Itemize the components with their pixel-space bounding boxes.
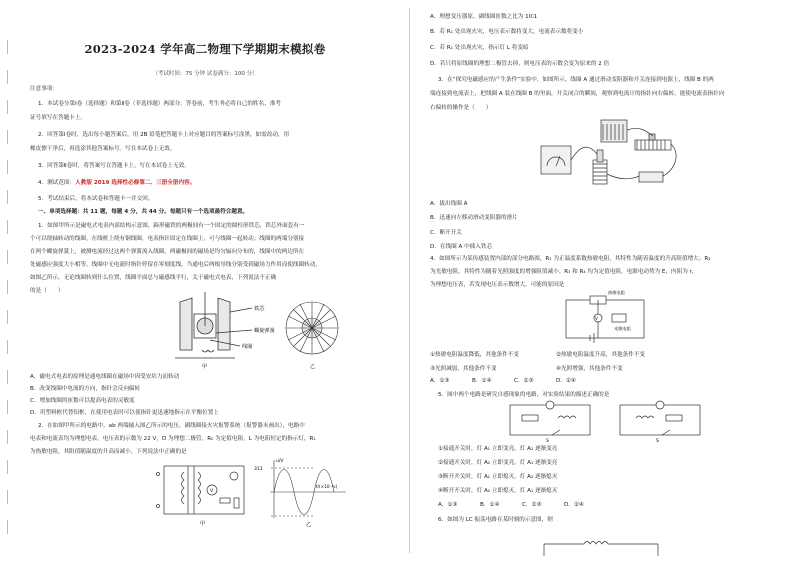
question-line: 为光敏电阻，其特性为随着光照强度的增强阻值减小；R₃ 和 R₄ 均为定值电阻，电源电动势为 E，内阻为 r，: [430, 269, 698, 275]
question-line: 如图乙所示，无论线圈转到什么位置，线圈平面总与磁感线平行，关于磁电式电表，下列说法不正确: [30, 275, 277, 281]
label-coil: 线圈: [242, 344, 253, 350]
option: C．若 R₁ 处出现火灾，指示灯 L 将变暗: [430, 45, 529, 51]
note-line: 橡皮擦干净后，再选涂其他答案标号。写在本试卷上无效。: [30, 146, 176, 152]
option: B．迅速向左移动滑动变阻器的滑片: [430, 215, 518, 221]
option: B．改变线圈中电流的方向，指针会反向偏转: [30, 386, 141, 392]
label-s: S: [656, 439, 659, 443]
label-s: S: [546, 439, 549, 443]
question-line: 4．如图所示为某传感装置内部的部分电路图，R₁ 为正温度系数热敏电阻，其特性为随着温度的升高阻值增大；R₂: [430, 256, 711, 262]
option: B．①④: [472, 378, 492, 384]
option: D．若只将原线圈的理想二极管去掉，则电压表的示数会变为原来的 2 倍: [430, 61, 610, 67]
question-line: 为理想电压表，若发现电压表示数增大，可能的原因是: [430, 282, 565, 288]
label-yi: 乙: [310, 364, 316, 370]
question-line: 的是（ ）: [30, 288, 64, 294]
note4-prefix: 4．测试范围：: [38, 180, 76, 186]
axis-u: u/V: [276, 459, 284, 464]
note-line: 5．考试结束后，将本试卷和答题卡一并交回。: [38, 196, 154, 202]
option: C．②③: [514, 378, 534, 384]
figure-sensor-circuit: [560, 288, 650, 348]
label-311: 311: [254, 467, 263, 472]
note-test-range: [38, 180, 195, 187]
note-line: 3．回答第Ⅱ卷时，将答案写在答题卡上。写在本试卷上无效。: [38, 163, 190, 169]
label-jia: 甲: [200, 521, 206, 527]
label-thermo: 热敏电阻: [608, 290, 625, 295]
option: D．用塑料框代替铝框，在使用电表时可以使指针更迅速地指示在平衡位置上: [30, 410, 219, 416]
svg-text:V: V: [210, 489, 214, 494]
note-line: 2．回答第Ⅰ卷时，选出每小题答案后，用 2B 铅笔把答题卡上对应题目的答案标号涂黑。如需改动，用: [38, 132, 290, 138]
choice: ②接通开关时，灯 A₂ 立即变亮，灯 A₁ 逐渐变亮: [438, 460, 558, 466]
label-spring: 螺旋弹簧: [254, 328, 275, 334]
option: C．增加线圈的匝数可以提高电表的灵敏度: [30, 398, 135, 404]
option: D．在线圈 A 中插入铁芯: [430, 244, 493, 250]
choice: ④光照增强，其他条件不变: [556, 366, 623, 372]
figure-induction-apparatus: [535, 114, 685, 192]
option: C．断开开关: [430, 230, 462, 236]
label-tiexin: 铁芯: [254, 306, 265, 312]
option: D．②④: [564, 502, 584, 508]
exam-subtitle: （考试时间：75 分钟 试卷满分：100 分）: [152, 71, 258, 77]
question-line: 端连接到电流表上，把线圈 A 装在线圈 B 的里面，开关闭合的瞬间，观察到电流计的指针向右偏转，能使电流表指针向: [430, 91, 725, 97]
section-heading: 一、单项选择题：共 11 题，每题 4 分，共 44 分。每题只有一个选项最符合题意。: [38, 209, 249, 215]
question-line: 在两个螺旋弹簧上，被测电流经过这两个弹簧流入线圈，两磁极间的磁场是均匀辐向分布的，线圈中的两边所在: [30, 249, 305, 255]
label-photo: 光敏电阻: [614, 326, 631, 331]
note4-range: 人教版 2019 选择性必修第二、三册全册内容。: [75, 180, 196, 186]
choice: ④断开开关时，灯 A₂ 立即熄灭，灯 A₁ 逐渐熄灭: [438, 488, 558, 494]
axis-t: t/(×10⁻²s): [316, 484, 338, 489]
exam-title: 2023-2024 学年高二物理下学期期末模拟卷: [84, 42, 326, 56]
question-line: 右偏转的操作是（ ）: [430, 105, 492, 111]
label-yi: 乙: [306, 522, 312, 528]
question-line: 5．图中两个电路是研究自感现象的电路，对实验结果的描述正确的是: [438, 392, 610, 398]
figure-transformer: [150, 456, 350, 528]
question-line: 处磁感应强度大小相等。线圈中无电流时指针停留在零刻度线，当通电后两根导线分别受到磁场力作用而使线圈转动，: [30, 262, 321, 268]
question-line: 1．如图甲所示是磁电式电表内部结构示意图，蹄形磁铁的两极间有一个固定的圆柱形铁芯，铁芯外面套有一: [38, 223, 305, 229]
note-line: 证号填写在答题卡上。: [30, 115, 86, 121]
option: A．①③: [430, 378, 450, 384]
note-line: 1．本试卷分第Ⅰ卷（选择题）和第Ⅱ卷（非选择题）两部分。答卷前，考生务必将自己的姓名、准考: [38, 101, 281, 107]
question-line: 电表和电流表均为理想电表，电压表的示数为 22 V，D 为理想二极管，R₀ 为定值电阻，L 为电阻恒定的指示灯，R₁: [30, 436, 316, 442]
notes-heading: 注意事项：: [30, 86, 58, 92]
choice: ③光照减弱，其他条件不变: [430, 366, 497, 372]
svg-text:V: V: [595, 316, 598, 321]
choice: ③断开开关时，灯 A₁ 立即熄灭，灯 A₂ 逐渐熄灭: [438, 474, 558, 480]
option: B．若 R₁ 处出现火灾，电压表示数将变大，电流表示数将变小: [430, 29, 584, 35]
option: A．理想变压器原、副线圈匝数之比为 10∶1: [430, 14, 538, 20]
option: D．②④: [556, 378, 576, 384]
option: A．拔出线圈 A: [430, 201, 468, 207]
option: C．②③: [522, 502, 542, 508]
question-line: 2．在如图甲所示的电路中，ab 两端输入图乙所示的电压，副线圈接火灾报警系统（报警器未画出），电路中: [38, 423, 305, 429]
right-column: [410, 0, 794, 562]
question-line: 为热敏电阻，其阻值随温度的升高而减小。下列说法中正确的是: [30, 449, 187, 455]
figure-galvanometer: [170, 288, 350, 370]
label-jia: 甲: [202, 364, 208, 370]
question-line: 3．在“探究电磁感应的产生条件”实验中，如图所示，线圈 A 通过滑动变阻器和开关连接到电源上，线圈 B 的两: [438, 77, 714, 83]
option: A．①③: [438, 502, 458, 508]
figure-self-induction: [500, 399, 710, 443]
choice: ②热敏电阻温度升高，其他条件不变: [556, 352, 645, 358]
option: A．磁电式电表的原理是通电线圈在磁场中因受安培力而转动: [30, 374, 180, 380]
question-line: 6．如图为 LC 振荡电路在某时刻的示意图，则: [438, 517, 553, 523]
question-line: 个可以绕轴转动的线圈，在线框上绕有铜线圈，电表指针固定在线圈上，可与线圈一起转动；线圈的两端分别接: [30, 236, 305, 242]
choice: ①热敏电阻温度降低，其他条件不变: [430, 352, 519, 358]
figure-lc-circuit: [540, 530, 670, 556]
choice: ①接通开关时，灯 A₁ 立即变亮，灯 A₂ 逐渐变亮: [438, 446, 558, 452]
option: B．①④: [480, 502, 500, 508]
